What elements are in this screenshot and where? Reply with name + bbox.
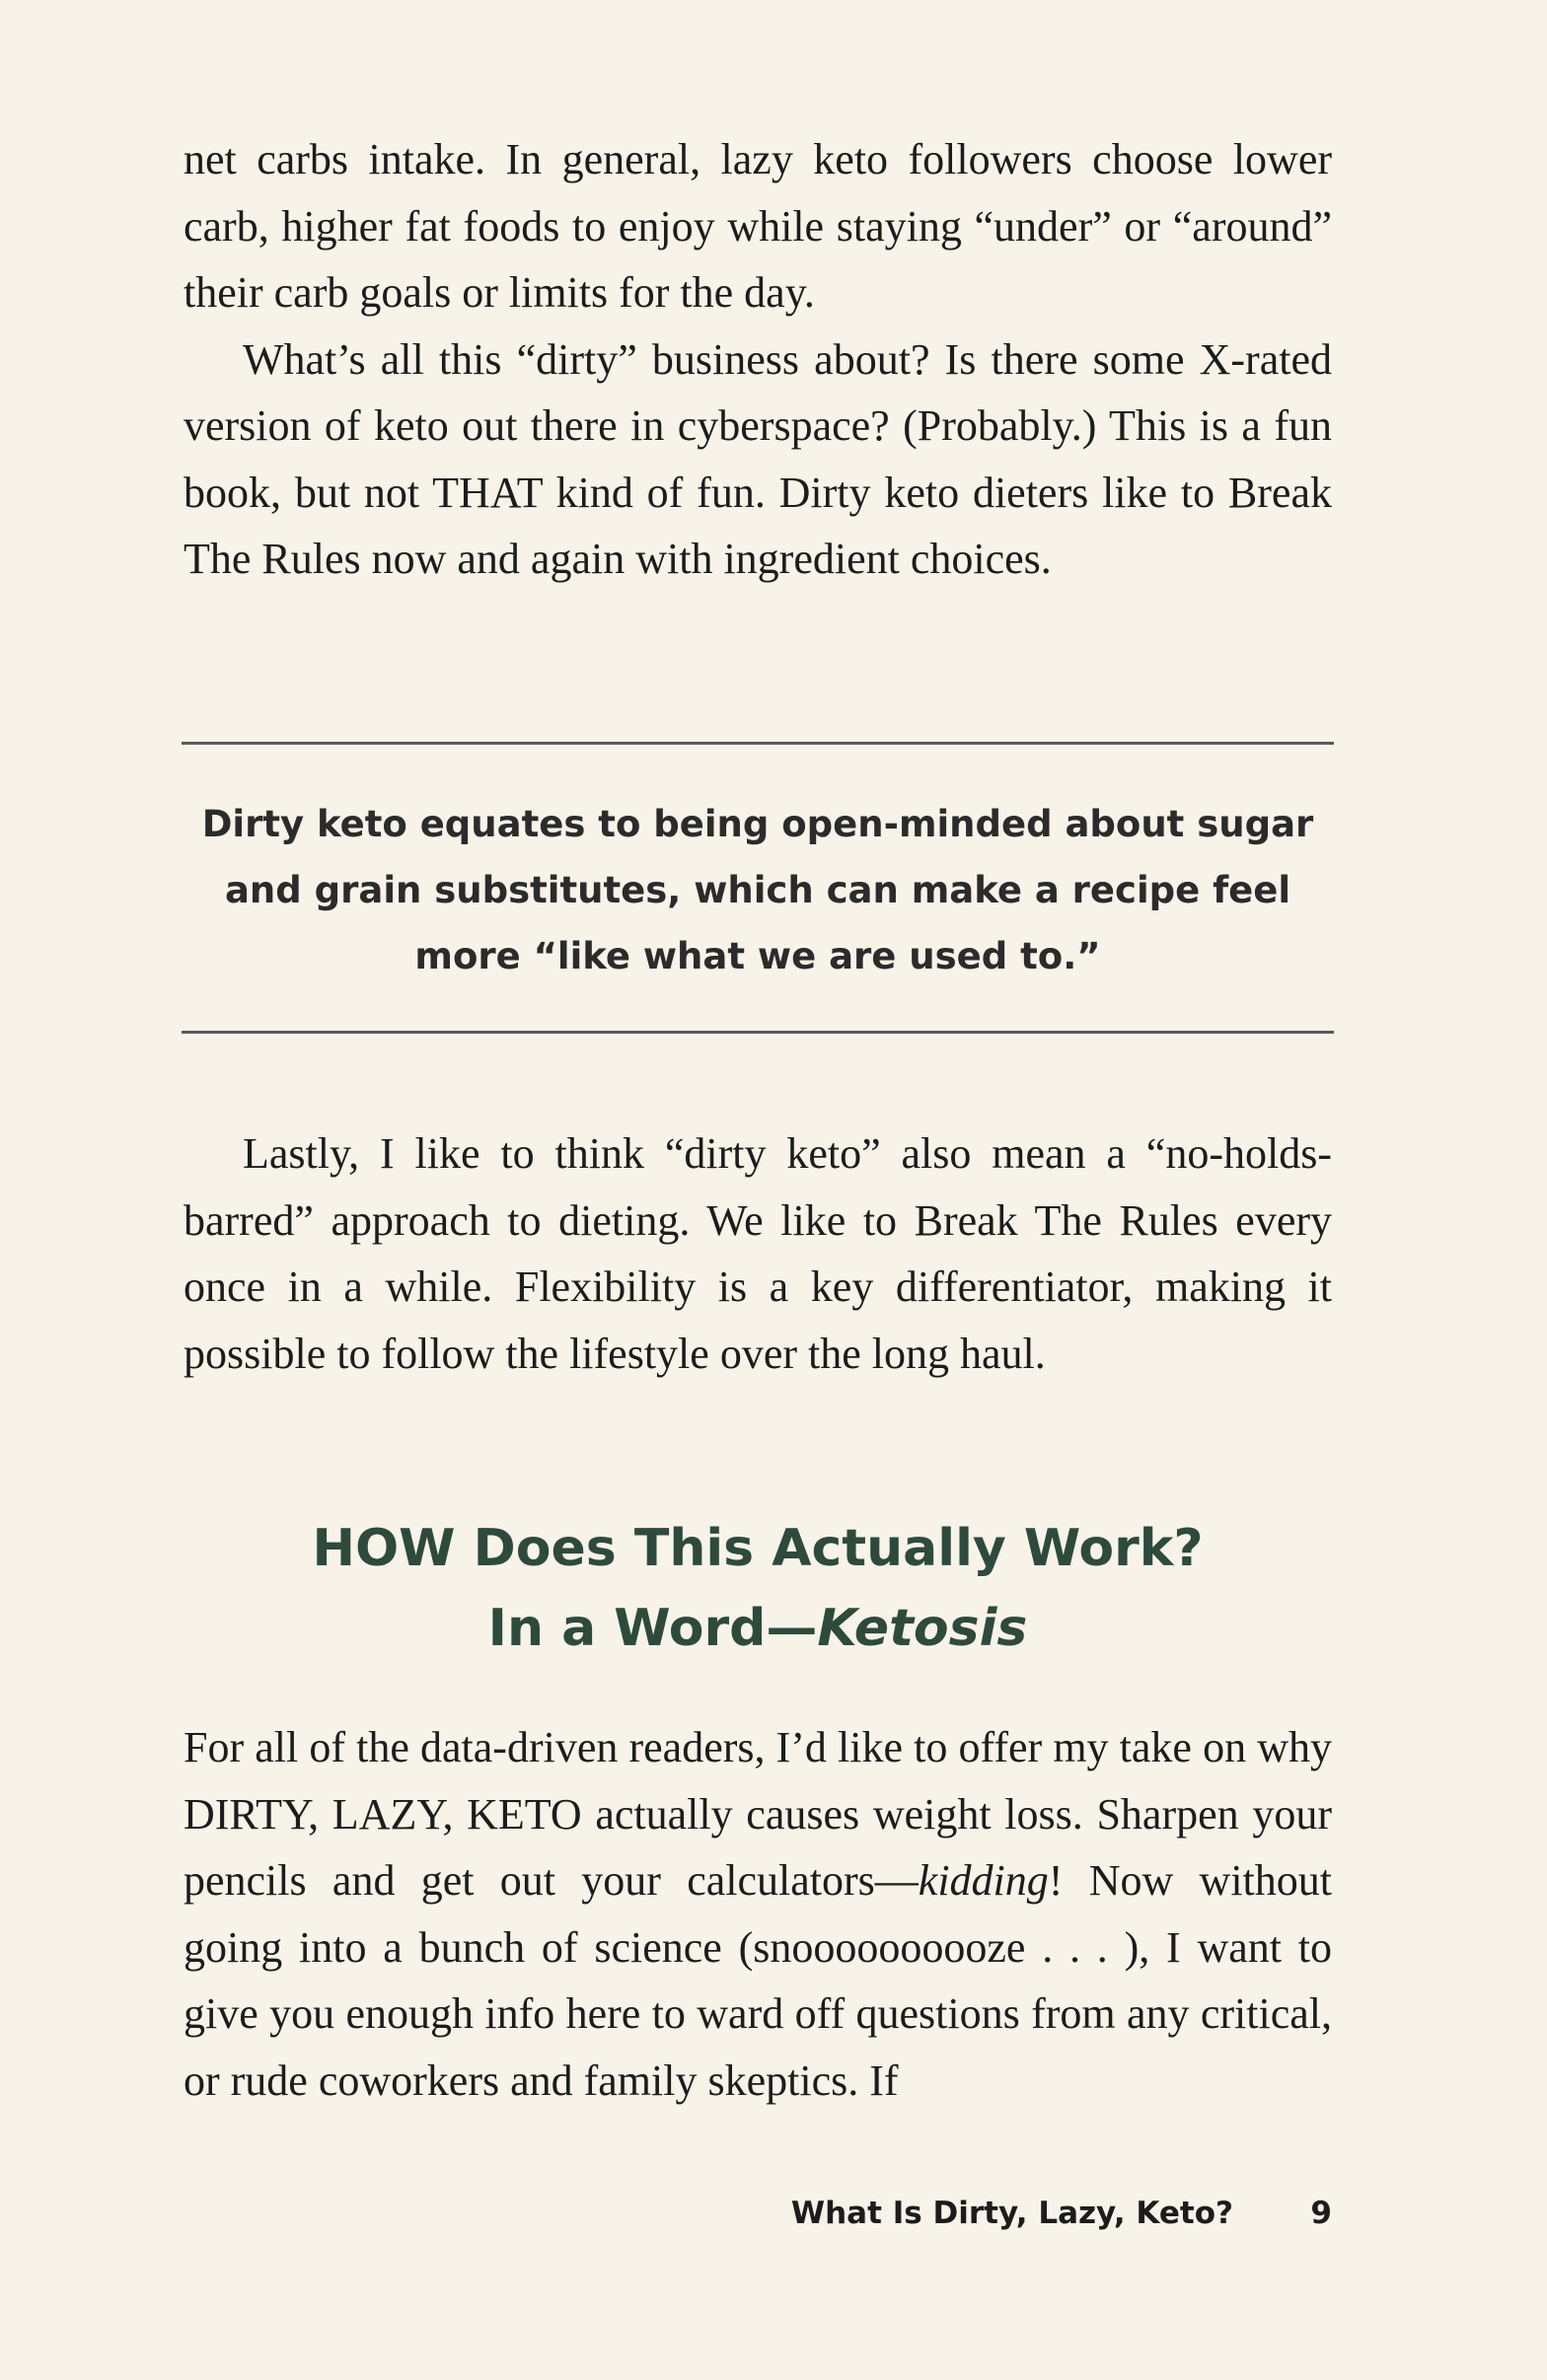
page-footer [184, 2196, 1332, 2245]
page-number: 9 [1310, 2196, 1332, 2231]
paragraph-dirty-business: What’s all this “dirty” business about? Is there some X-rated version of keto out there in cyberspace? (Probably.) This is a fun book, but not THAT kind of fun. Dirty keto dieters like to Break The Rules now and again with ingredient choices. [184, 334, 1332, 583]
section-heading [184, 1509, 1332, 1669]
paragraph-data-driven-part-3: ! Now without going into a bunch of science (snoooooooooze . . . ), I want to give you enough info here to ward off questions from any critical, or rude coworkers and family skeptics. If [184, 1856, 1333, 2105]
section-heading-prefix: In a Word— [487, 1599, 818, 1658]
pull-quote-line-1: Dirty keto equates to being open-minded about sugar [201, 803, 1314, 845]
body-text-top [184, 126, 1332, 593]
body-text-bottom [184, 1714, 1332, 2114]
pull-quote-line-3: more “like what we are used to.” [414, 935, 1101, 977]
running-title: What Is Dirty, Lazy, Keto? [790, 2196, 1233, 2231]
pull-quote [184, 791, 1332, 989]
callout-bottom-rule [182, 1031, 1334, 1034]
paragraph-data-driven-part-1: For all of the data-driven readers, I’d like to offer my take on why DIRTY, LAZY, KETO actually causes weight loss. Sharpen your pencils and get out your calculators— [184, 1723, 1332, 1905]
section-heading-emphasis: Ketosis [817, 1599, 1028, 1658]
paragraph-lastly: Lastly, I like to think “dirty keto” also mean a “no-holds-barred” approach to dieting. We like to Break The Rules every once in a while. Flexibility is a key differentiator, making it possible to follow the lifestyle over the long haul. [184, 1129, 1332, 1378]
paragraph-data-driven [184, 1714, 1332, 2114]
body-text-mid [184, 1120, 1332, 1387]
callout-top-rule [182, 742, 1334, 745]
section-heading-line-1: HOW Does This Actually Work? [312, 1519, 1204, 1578]
paragraph-data-driven-emphasis: kidding [918, 1856, 1049, 1905]
paragraph-net-carbs: net carbs intake. In general, lazy keto followers choose lower carb, higher fat foods to enjoy while staying “under” or “around” their carb goals or limits for the day. [184, 135, 1332, 317]
pull-quote-line-2: and grain substitutes, which can make a recipe feel [224, 869, 1291, 911]
section-heading-line-2 [184, 1589, 1332, 1669]
